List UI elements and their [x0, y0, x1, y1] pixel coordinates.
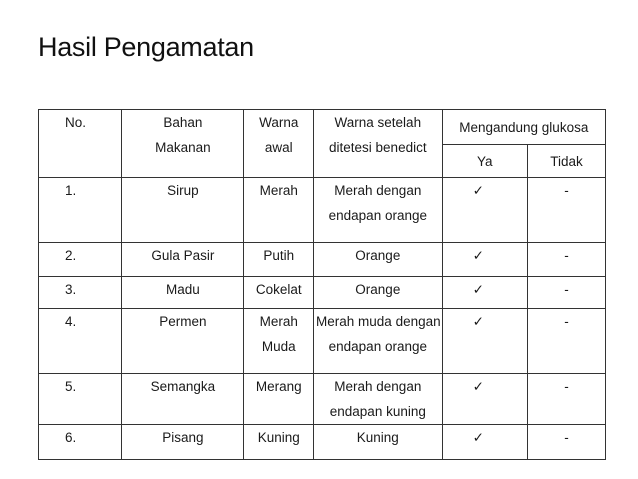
header-ya-label: Ya: [477, 153, 493, 169]
row-no: 2.: [39, 243, 122, 277]
row-warna-setelah: [314, 309, 443, 374]
row-no: 6.: [39, 425, 122, 460]
row-warna-awal: [244, 309, 314, 374]
header-setelah-line1: Warna setelah: [334, 115, 422, 130]
row-awal-line1: Merah: [259, 183, 298, 198]
header-glukosa: [442, 110, 605, 145]
header-setelah-line2: ditetesi benedict: [329, 140, 427, 155]
header-ya: [442, 145, 527, 178]
row-ya-check-icon: ✓: [442, 178, 527, 243]
header-glukosa-label: Mengandung glukosa: [459, 119, 589, 135]
row-bahan: Permen: [122, 309, 244, 374]
row-no: 4.: [39, 309, 122, 374]
table-row: [39, 277, 606, 309]
table-row: [39, 309, 606, 374]
row-warna-awal: Cokelat: [244, 277, 314, 309]
row-warna-awal: Putih: [244, 243, 314, 277]
observation-table: [38, 109, 606, 460]
row-bahan: Semangka: [122, 374, 244, 425]
row-bahan: Pisang: [122, 425, 244, 460]
row-setelah-line2: endapan kuning: [329, 404, 426, 419]
row-setelah-line1: Merah muda dengan: [316, 314, 441, 329]
header-no-label: No.: [65, 115, 87, 130]
row-awal-line2: Muda: [261, 339, 296, 354]
row-setelah-line1: Merah dengan: [334, 183, 422, 198]
row-ya-check-icon: ✓: [442, 309, 527, 374]
row-tidak: -: [527, 243, 605, 277]
row-ya-check-icon: ✓: [442, 277, 527, 309]
row-tidak: -: [527, 178, 605, 243]
row-ya-check-icon: ✓: [442, 425, 527, 460]
header-warna-awal-line1: Warna: [259, 115, 299, 130]
row-no: 1.: [39, 178, 122, 243]
header-tidak: [527, 145, 605, 178]
row-ya-check-icon: ✓: [442, 243, 527, 277]
table-header-row: [39, 110, 606, 145]
header-warna-setelah: [314, 110, 443, 178]
page-title: Hasil Pengamatan: [38, 32, 254, 62]
row-awal-line1: Merah: [259, 314, 298, 329]
table-row: [39, 425, 606, 460]
table-row: [39, 243, 606, 277]
row-warna-setelah: [314, 374, 443, 425]
header-bahan: [122, 110, 244, 178]
row-no: 3.: [39, 277, 122, 309]
row-warna-setelah: Orange: [314, 243, 443, 277]
header-no: [39, 110, 122, 178]
row-tidak: -: [527, 374, 605, 425]
header-bahan-line2: Makanan: [155, 140, 211, 155]
row-tidak: -: [527, 277, 605, 309]
row-setelah-line2: endapan orange: [328, 339, 427, 354]
row-warna-awal: [244, 178, 314, 243]
row-bahan: Sirup: [122, 178, 244, 243]
header-tidak-label: Tidak: [550, 153, 583, 169]
row-no: 5.: [39, 374, 122, 425]
table-row: [39, 374, 606, 425]
row-warna-awal: Kuning: [244, 425, 314, 460]
row-warna-setelah: [314, 178, 443, 243]
row-bahan: Gula Pasir: [122, 243, 244, 277]
row-bahan: Madu: [122, 277, 244, 309]
row-setelah-line2: endapan orange: [328, 208, 427, 223]
row-warna-awal: Merang: [244, 374, 314, 425]
row-ya-check-icon: ✓: [442, 374, 527, 425]
header-warna-awal: [244, 110, 314, 178]
table-row: [39, 178, 606, 243]
row-tidak: -: [527, 425, 605, 460]
header-warna-awal-line2: awal: [264, 140, 293, 155]
header-bahan-line1: Bahan: [163, 115, 203, 130]
row-tidak: -: [527, 309, 605, 374]
row-setelah-line1: Merah dengan: [334, 379, 422, 394]
row-warna-setelah: Kuning: [314, 425, 443, 460]
row-warna-setelah: Orange: [314, 277, 443, 309]
